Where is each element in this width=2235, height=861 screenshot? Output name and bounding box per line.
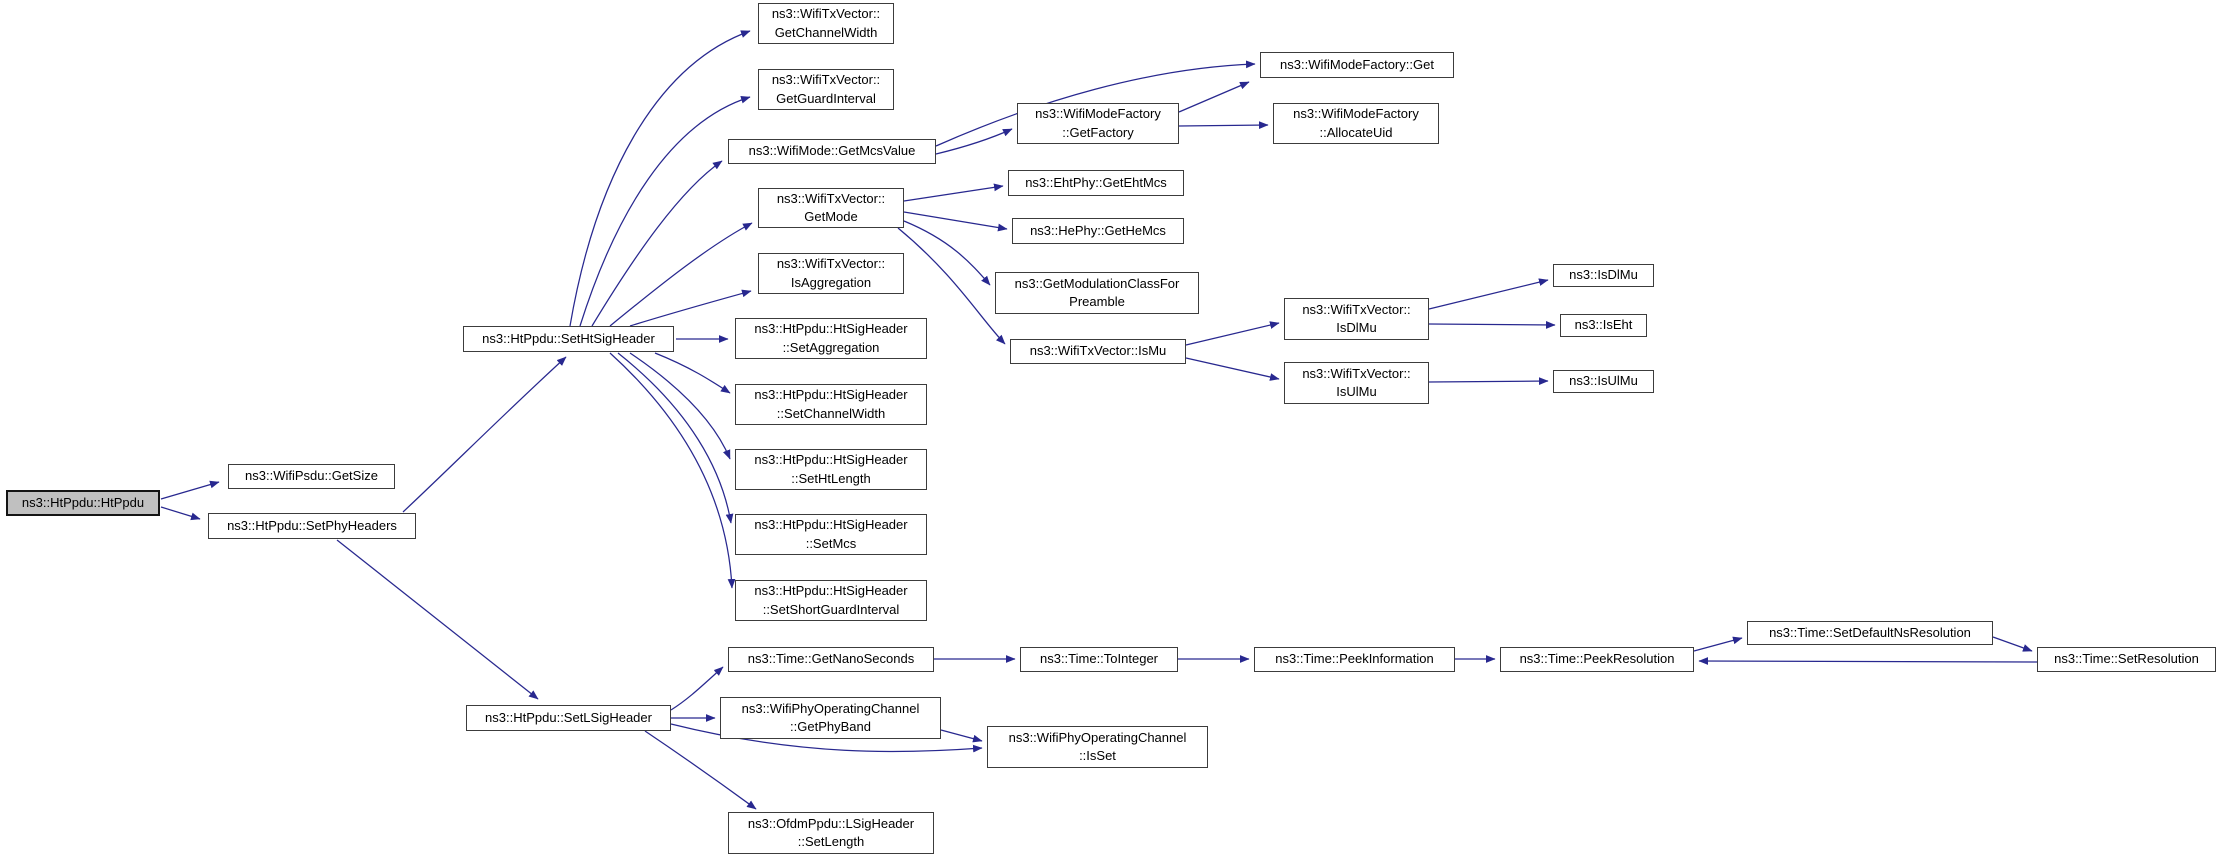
node-label-line: ::GetFactory: [1062, 124, 1134, 140]
edge-getfactory-to-wifimodefactoryget: [1179, 82, 1249, 112]
node-label-line: ns3::HtPpdu::HtSigHeader: [754, 452, 908, 468]
node-label-line: ns3::WifiTxVector::IsMu: [1029, 343, 1167, 359]
node-setdefaultnsresolution[interactable]: [1747, 621, 1993, 645]
node-label-line: ns3::Time::GetNanoSeconds: [747, 651, 915, 667]
edge-ismu-to-txisdlmu: [1186, 323, 1279, 345]
node-label-line: ns3::WifiModeFactory: [1035, 106, 1161, 122]
node-nsiseht[interactable]: [1560, 314, 1647, 337]
node-label-line: IsUlMu: [1336, 384, 1377, 399]
node-label-line: ::GetPhyBand: [790, 719, 871, 734]
node-nsisulmu[interactable]: [1553, 370, 1654, 393]
node-tointeger[interactable]: [1020, 647, 1178, 672]
node-nsisdlmu[interactable]: [1553, 264, 1654, 287]
edge-ismu-to-txisulmu: [1186, 358, 1279, 379]
edge-peekresolution-to-setdefaultnsresolution: [1694, 638, 1742, 651]
edge-txisulmu-to-nsisulmu: [1429, 381, 1548, 382]
edge-sethtsigheader-to-getchannelwidth: [570, 31, 750, 326]
node-label-line: ns3::HtPpdu::HtSigHeader: [754, 583, 908, 599]
node-label-line: ::SetAggregation: [782, 339, 880, 355]
node-label-line: ::SetHtLength: [791, 470, 871, 486]
node-label-line: ::IsSet: [1079, 748, 1116, 763]
node-label-line: GetGuardInterval: [776, 90, 876, 106]
node-label-line: ns3::HtPpdu::SetPhyHeaders: [227, 517, 397, 533]
edge-setdefaultnsresolution-to-setresolution: [1993, 637, 2032, 651]
node-label-line: ns3::HtPpdu::HtSigHeader: [754, 387, 908, 403]
edge-txisdlmu-to-nsiseht: [1429, 324, 1555, 325]
node-label-line: ns3::EhtPhy::GetEhtMcs: [1025, 174, 1167, 190]
edge-sethtsigheader-to-sethtlength: [630, 353, 730, 459]
node-label-line: ns3::Time::PeekResolution: [1519, 651, 1675, 667]
edge-getmode-to-gethemcs: [904, 212, 1007, 229]
node-sethtlength[interactable]: [735, 449, 927, 490]
node-label-line: ns3::OfdmPpdu::LSigHeader: [747, 815, 915, 831]
node-getguardinterval[interactable]: [758, 69, 894, 110]
edge-setlsigheader-to-setlength: [645, 731, 756, 809]
node-label-line: ns3::GetModulationClassFor: [1014, 275, 1180, 291]
node-label-line: ns3::WifiModeFactory: [1293, 106, 1419, 122]
node-label-line: ::AllocateUid: [1319, 124, 1393, 140]
edge-getphyband-to-isset: [941, 730, 982, 741]
node-label-line: ns3::WifiTxVector::: [771, 6, 881, 22]
node-ismu[interactable]: [1010, 339, 1186, 364]
node-getsize[interactable]: [228, 464, 395, 489]
node-txisulmu[interactable]: [1284, 362, 1429, 404]
node-getchannelwidth[interactable]: [758, 3, 894, 44]
node-label-line: ns3::IsDlMu: [1569, 267, 1638, 283]
node-gethemcs[interactable]: [1012, 218, 1184, 244]
node-wifimodefactoryget[interactable]: [1260, 52, 1454, 78]
node-label-line: ns3::WifiTxVector::: [771, 72, 881, 88]
node-getmodulationclassforpreamble[interactable]: [995, 272, 1199, 314]
edge-sethtsigheader-to-setmcs: [618, 353, 731, 523]
node-label-line: ::SetChannelWidth: [776, 405, 886, 421]
edge-getmode-to-getehtmcs: [904, 186, 1003, 201]
node-label-line: ns3::WifiTxVector::: [1302, 365, 1411, 381]
edge-setphyheaders-to-setlsigheader: [337, 540, 538, 699]
edge-sethtsigheader-to-setsgi: [610, 353, 732, 588]
node-htppdu: [6, 490, 160, 516]
node-getphyband[interactable]: [720, 697, 941, 739]
node-label-line: ns3::WifiPhyOperatingChannel: [741, 700, 920, 716]
edge-sethtsigheader-to-isaggregation: [630, 291, 751, 326]
node-label-line: ns3::WifiPsdu::GetSize: [245, 468, 378, 484]
node-isaggregation[interactable]: [758, 253, 904, 294]
node-label-line: ns3::HtPpdu::HtSigHeader: [754, 517, 908, 533]
node-txisdlmu[interactable]: [1284, 298, 1429, 340]
edge-setphyheaders-to-sethtsigheader: [403, 357, 566, 512]
node-sethtsigheader[interactable]: [463, 326, 674, 352]
node-label-line: ns3::WifiTxVector::: [776, 256, 886, 272]
node-setchannelwidth[interactable]: [735, 384, 927, 425]
node-label-line: ns3::HtPpdu::HtPpdu: [21, 494, 145, 510]
node-setsgi[interactable]: [735, 580, 927, 621]
node-label-line: IsAggregation: [790, 274, 872, 290]
node-allocateuid[interactable]: [1273, 103, 1439, 144]
edge-txisdlmu-to-nsisdlmu: [1429, 280, 1548, 309]
node-getnanoseconds[interactable]: [728, 647, 934, 672]
node-label-line: ns3::IsUlMu: [1569, 373, 1638, 389]
edge-htppdu-to-setphyheaders: [161, 507, 200, 519]
node-setlength[interactable]: [728, 812, 934, 854]
node-label-line: ::SetMcs: [805, 535, 857, 551]
node-peekresolution[interactable]: [1500, 647, 1694, 672]
node-setaggregation[interactable]: [735, 318, 927, 359]
node-label-line: ns3::Time::SetResolution: [2054, 651, 2199, 667]
node-label-line: GetChannelWidth: [774, 24, 878, 40]
node-setresolution[interactable]: [2037, 647, 2216, 672]
node-label-line: ns3::WifiPhyOperatingChannel: [1008, 729, 1187, 745]
node-label-line: ns3::Time::ToInteger: [1039, 651, 1158, 667]
edge-htppdu-to-getsize: [161, 482, 219, 499]
node-setphyheaders[interactable]: [208, 513, 416, 539]
node-getmcsvalue[interactable]: [728, 139, 936, 164]
node-label-line: ::SetShortGuardInterval: [762, 601, 900, 617]
node-setlsigheader[interactable]: [466, 705, 671, 731]
node-label-line: ns3::WifiMode::GetMcsValue: [748, 143, 916, 159]
node-label-line: ns3::WifiTxVector::: [776, 190, 886, 206]
edge-setlsigheader-to-getnanoseconds: [671, 667, 723, 710]
node-getmode[interactable]: [758, 188, 904, 228]
node-getehtmcs[interactable]: [1008, 170, 1184, 196]
edge-getfactory-to-allocateuid: [1179, 125, 1268, 126]
node-label-line: ::SetLength: [797, 834, 865, 849]
node-label-line: ns3::Time::PeekInformation: [1275, 651, 1434, 667]
node-isset[interactable]: [987, 726, 1208, 768]
node-label-line: ns3::WifiModeFactory::Get: [1280, 56, 1434, 72]
node-label-line: ns3::IsEht: [1574, 317, 1633, 333]
edge-sethtsigheader-to-getguardinterval: [580, 97, 750, 326]
node-label-line: IsDlMu: [1336, 320, 1377, 335]
node-getfactory[interactable]: [1017, 103, 1179, 144]
node-label-line: Preamble: [1069, 294, 1125, 309]
node-label-line: ns3::HtPpdu::SetLSigHeader: [485, 709, 652, 725]
node-label-line: ns3::HtPpdu::HtSigHeader: [754, 321, 908, 337]
node-peekinformation[interactable]: [1254, 647, 1455, 672]
edge-sethtsigheader-to-setchannelwidth: [655, 353, 730, 393]
node-label-line: ns3::Time::SetDefaultNsResolution: [1769, 624, 1971, 640]
node-setmcs[interactable]: [735, 514, 927, 555]
edge-setresolution-to-peekresolution: [1699, 661, 2037, 662]
node-label-line: GetMode: [804, 209, 858, 224]
node-label-line: ns3::HePhy::GetHeMcs: [1030, 222, 1166, 238]
node-label-line: ns3::HtPpdu::SetHtSigHeader: [482, 330, 655, 346]
node-label-line: ns3::WifiTxVector::: [1302, 301, 1411, 317]
